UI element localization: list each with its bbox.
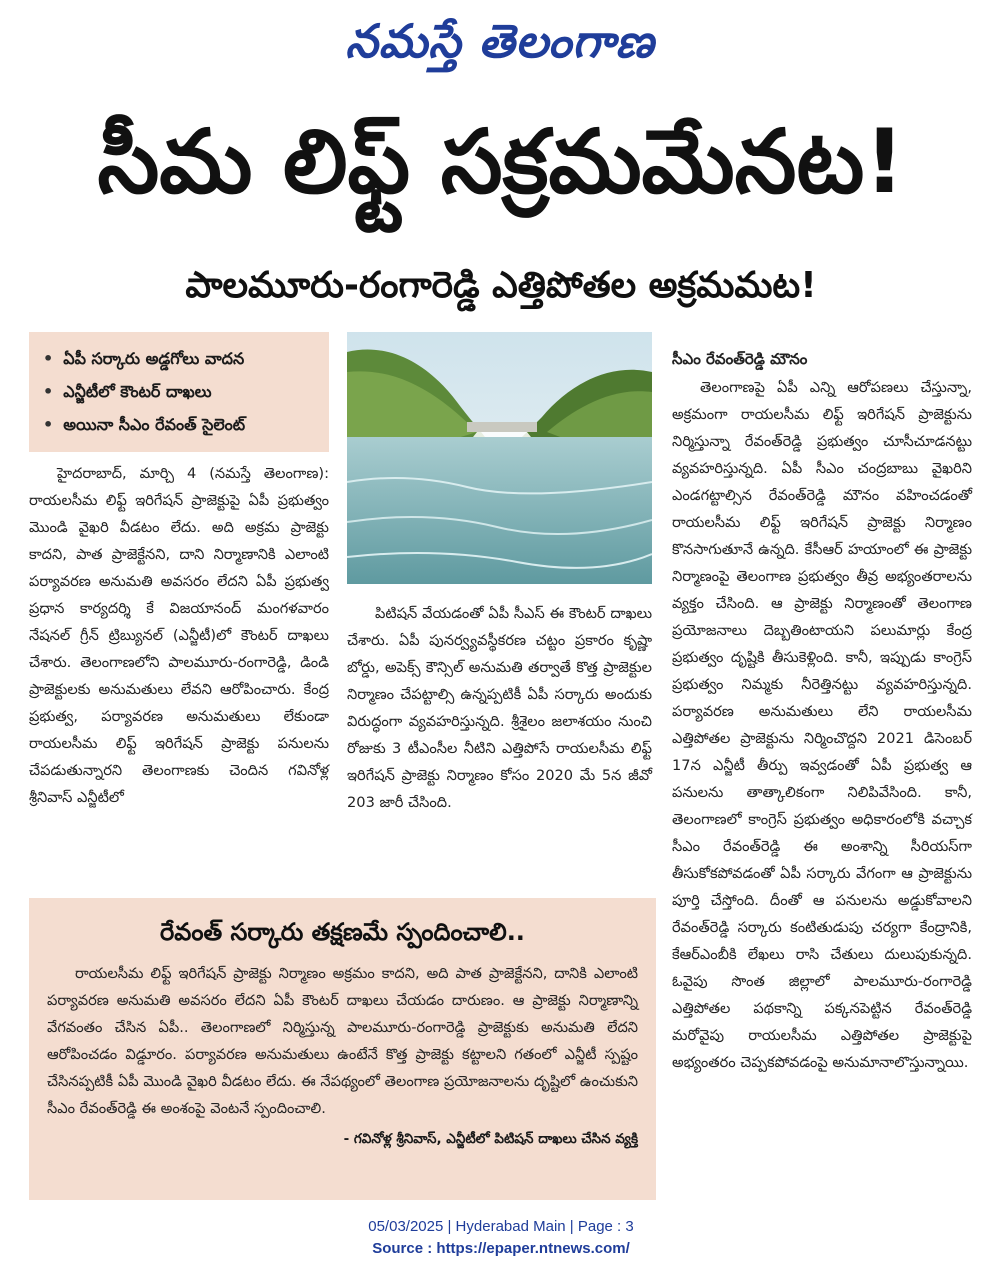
source-link[interactable]: Source : https://epaper.ntnews.com/: [372, 1240, 630, 1257]
quote-byline: - గవినోళ్ల శ్రీనివాస్, ఎన్జీటీలో పిటిషన్ దాఖలు చేసిన వ్యక్తి: [343, 1131, 638, 1147]
reservoir-image: [347, 332, 652, 584]
quote-box-body: రాయలసీమ లిఫ్ట్ ఇరిగేషన్ ప్రాజెక్టు నిర్మాణం అక్రమం కాదని, అది పాత ప్రాజెక్టేనని, దానికి ఎలాంటి పర్యావరణ అనుమతి అవసరం లేదని ఏపీ కౌంటర్ దాఖలు చేయడం దారుణం. ఆ ప్రాజెక్టు నిర్మాణాన్ని వేగవంతం చేసిన ఏపీ.. తెలంగాణలో నిర్మిస్తున్న పాలమూరు-రంగారెడ్డి ప్రాజెక్టుకు అనుమతి లేదని ఆరోపించడం విడ్డూరం. పర్యావరణ అనుమతులు ఉంటేనే కొత్త ప్రాజెక్టు కట్టాలని గతంలో ఎన్జీటీ స్పష్టం చేసినప్పటికీ ఏపీ మొండి వైఖరి వీడటం లేదు. ఈ నేపథ్యంలో తెలంగాణ ప్రయోజనాలను దృష్టిలో ఉంచుకుని సీఎం రేవంత్‌రెడ్డి ఈ అంశంపై వెంటనే స్పందించాలి.: [47, 965, 638, 1117]
article-column-1: [29, 460, 329, 880]
page-footer: [300, 1216, 702, 1260]
highlights-box: [29, 332, 329, 452]
quote-box: [29, 898, 656, 1200]
article-column-3: [672, 346, 972, 1186]
headline: సీమ లిఫ్ట్ సక్రమమేనట!: [97, 110, 905, 213]
dam-photo: [347, 332, 652, 584]
highlight-item: • ఏపీ సర్కారు అడ్డగోలు వాదన: [43, 342, 315, 375]
highlight-item: • ఎన్జీటీలో కౌంటర్ దాఖలు: [43, 375, 315, 408]
masthead-logo: నమస్తే తెలంగాణ: [345, 14, 655, 68]
edition-info: 05/03/2025 | Hyderabad Main | Page : 3: [368, 1218, 634, 1235]
article-text: పిటిషన్ వేయడంతో ఏపీ సీఎస్ ఈ కౌంటర్ దాఖలు చేశారు. ఏపీ పునర్వ్యవస్థీకరణ చట్టం ప్రకారం కృష్ణా బోర్డు, అపెక్స్ కౌన్సిల్ అనుమతి తర్వాతే కొత్త ప్రాజెక్టుల నిర్మాణం చేపట్టాల్సి ఉన్నప్పటికీ ఏపీ సర్కారు అందుకు విరుద్ధంగా వ్యవహరిస్తున్నది. శ్రీశైలం జలాశయం నుంచి రోజుకు 3 టీఎంసీల నీటిని ఎత్తిపోసే రాయలసీమ లిఫ్ట్ ఇరిగేషన్ ప్రాజెక్టు నిర్మాణం కోసం 2020 మే 5న జీవో 203 జారీ చేసింది.: [347, 605, 652, 811]
article-column-2: [347, 600, 652, 880]
subheadline: పాలమూరు-రంగారెడ్డి ఎత్తిపోతల అక్రమమట!: [185, 265, 817, 306]
column-subheading: సీఎం రేవంత్‌రెడ్డి మౌనం: [672, 350, 808, 368]
quote-box-heading: రేవంత్ సర్కారు తక్షణమే స్పందించాలి..: [160, 918, 525, 946]
article-text: హైదరాబాద్, మార్చి 4 (నమస్తే తెలంగాణ): రాయలసీమ లిఫ్ట్ ఇరిగేషన్ ప్రాజెక్టుపై ఏపీ ప్రభుత్వం మొండి వైఖరి వీడటం లేదు. అది అక్రమ ప్రాజెక్టు కాదని, పాత ప్రాజెక్టేనని, దాని నిర్మాణానికి ఎలాంటి పర్యావరణ అనుమతి అవసరం లేదని ఏపీ ప్రభుత్వ ప్రధాన కార్యదర్శి కే విజయానంద్ మంగళవారం నేషనల్ గ్రీన్ ట్రిబ్యునల్ (ఎన్జీటీ)లో కౌంటర్ దాఖలు చేశారు. తెలంగాణలోని పాలమూరు-రంగారెడ్డి, డిండి ప్రాజెక్టులకు అనుమతులు లేవని ఆరోపించారు. కేంద్ర ప్రభుత్వ, పర్యావరణ అనుమతులు లేకుండా రాయలసీమ లిఫ్ట్ ఇరిగేషన్ ప్రాజెక్టు పనులను చేపడుతున్నారని తెలంగాణకు చెందిన గవినోళ్ల శ్రీనివాస్ ఎన్జీటీలో: [29, 465, 329, 806]
article-text: తెలంగాణపై ఏపీ ఎన్ని ఆరోపణలు చేస్తున్నా, అక్రమంగా రాయలసీమ లిఫ్ట్ ఇరిగేషన్ ప్రాజెక్టును నిర్మిస్తున్నా రేవంత్‌రెడ్డి ప్రభుత్వం చూసీచూడనట్టు వ్యవహరిస్తున్నది. ఏపీ సీఎం చంద్రబాబు వైఖరిని ఎండగట్టాల్సిన రేవంత్‌రెడ్డి మౌనం వహించడంతో రాయలసీమ లిఫ్ట్ ఇరిగేషన్ ప్రాజెక్టు నిర్మాణం కొనసాగుతూనే ఉన్నది. కేసీఆర్ హయాంలో ఈ ప్రాజెక్టు నిర్మాణంపై తెలంగాణ ప్రభుత్వం తీవ్ర అభ్యంతరాలను వ్యక్తం చేసింది. ఆ ప్రాజెక్టు నిర్మాణంతో తెలంగాణ ప్రయోజనాలు దెబ్బతింటాయని పలుమార్లు కేంద్ర ప్రభుత్వం దృష్టికి తీసుకెళ్లింది. కానీ, ఇప్పుడు కాంగ్రెస్ ప్రభుత్వం నిమ్మకు నీరెత్తినట్టు వ్యవహరిస్తున్నది. పర్యావరణ అనుమతులు లేని రాయలసీమ ఎత్తిపోతల ప్రాజెక్టును నిర్మించొద్దని 2021 డిసెంబర్ 17న ఎన్జీటీ తీర్పు ఇవ్వడంతో ఏపీ ప్రభుత్వ ఆ పనులను తాత్కాలికంగా నిలిపివేసింది. కానీ, తెలంగాణలో కాంగ్రెస్ ప్రభుత్వం అధికారంలోకి వచ్చాక సీఎం రేవంత్‌రెడ్డి ఈ అంశాన్ని సీరియస్‌గా తీసుకోకపోవడంతో ఏపీ సర్కారు వేగంగా ఆ ప్రాజెక్టును పూర్తి చేస్తోంది. దీంతో ఆ పనులను అడ్డుకోవాలని రేవంత్‌రెడ్డి సర్కారు కంటితుడుపు చర్యగా కేంద్రానికి, కేఆర్ఎంబీకి లేఖలు రాసి చేతులు దులుపుకున్నది. ఓవైపు సొంత జిల్లాలో పాలమూరు-రంగారెడ్డి ఎత్తిపోతల పథకాన్ని పక్కనపెట్టిన రేవంత్‌రెడ్డి మరోవైపు రాయలసీమ ఎత్తిపోతల ప్రాజెక్టుపై అభ్యంతరం చెప్పకపోవడంపై అనుమానాలొస్తున్నాయి.: [672, 379, 972, 1071]
highlight-item: • అయినా సీఎం రేవంత్ సైలెంట్: [43, 408, 315, 441]
